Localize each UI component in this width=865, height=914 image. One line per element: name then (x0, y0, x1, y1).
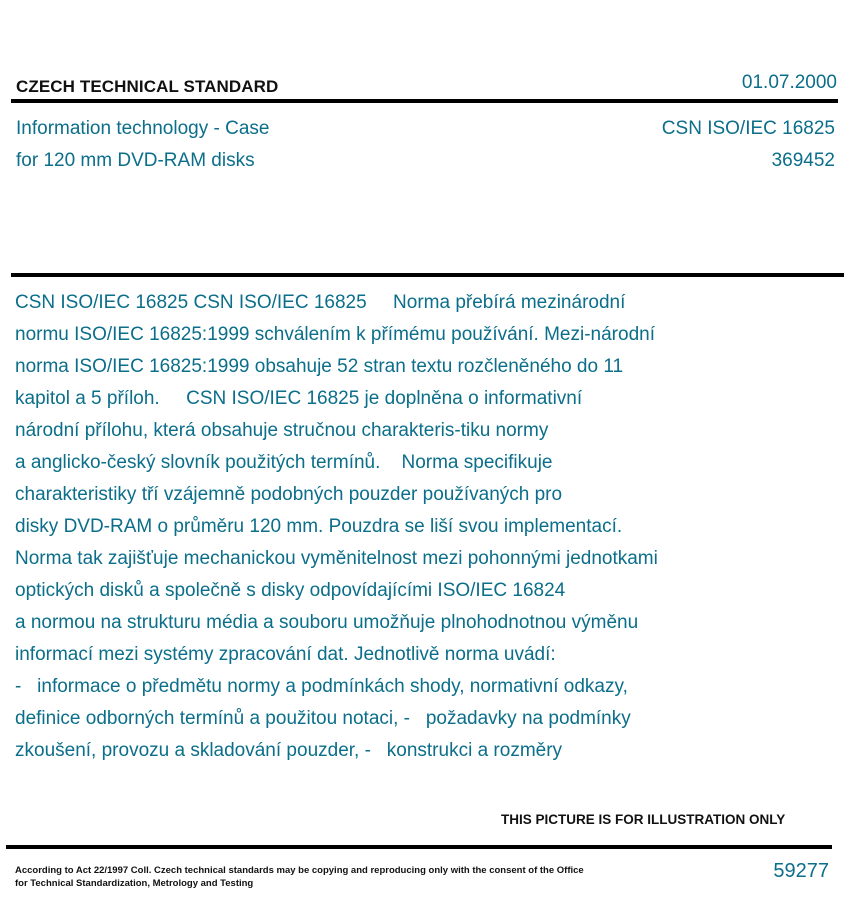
body-line: kapitol a 5 příloh. CSN ISO/IEC 16825 je doplněna o informativní (15, 388, 583, 409)
body-line: normu ISO/IEC 16825:1999 schválením k přímému používání. Mezi-národní (15, 324, 655, 345)
document-number: 59277 (773, 860, 829, 882)
legal-line-2: for Technical Standardization, Metrology and Testing (15, 878, 254, 889)
publication-date: 01.07.2000 (741, 72, 837, 93)
standard-code: CSN ISO/IEC 16825 (661, 118, 835, 139)
legal-line-1: According to Act 22/1997 Coll. Czech technical standards may be copying and reproducing only with the consent of the Office (15, 865, 584, 876)
body-line: norma ISO/IEC 16825:1999 obsahuje 52 stran textu rozčleněného do 11 (15, 356, 624, 377)
body-line: a normou na strukturu média a souboru umožňuje plnohodnotnou výměnu (15, 612, 639, 633)
catalog-number: 369452 (771, 150, 835, 171)
legal-notice (15, 864, 584, 890)
body-line: - informace o předmětu normy a podmínkách shody, normativní odkazy, (15, 676, 628, 697)
body-line: CSN ISO/IEC 16825 CSN ISO/IEC 16825 Norma přebírá mezinárodní (15, 292, 626, 313)
illustration-notice: THIS PICTURE IS FOR ILLUSTRATION ONLY (501, 812, 786, 827)
body-line: optických disků a společně s disky odpovídajícími ISO/IEC 16824 (15, 580, 566, 601)
header-divider (11, 99, 838, 103)
organization-heading: CZECH TECHNICAL STANDARD (16, 77, 279, 96)
body-line: Norma tak zajišťuje mechanickou vyměnitelnost mezi pohonnými jednotkami (15, 548, 658, 569)
standard-title-line-1: Information technology - Case (16, 118, 270, 139)
section-divider (11, 273, 844, 277)
standard-description (15, 287, 775, 767)
body-line: národní přílohu, která obsahuje stručnou charakteris-tiku normy (15, 420, 549, 441)
standard-title-line-2: for 120 mm DVD-RAM disks (16, 150, 255, 171)
body-line: definice odborných termínů a použitou notaci, - požadavky na podmínky (15, 708, 631, 729)
body-line: informací mezi systémy zpracování dat. Jednotlivě norma uvádí: (15, 644, 556, 665)
body-line: disky DVD-RAM o průměru 120 mm. Pouzdra se liší svou implementací. (15, 516, 623, 537)
body-line: charakteristiky tří vzájemně podobných pouzder používaných pro (15, 484, 563, 505)
body-line: a anglicko-český slovník použitých termínů. Norma specifikuje (15, 452, 553, 473)
body-line: zkoušení, provozu a skladování pouzder, - konstrukci a rozměry (15, 740, 563, 761)
footer-divider (6, 845, 832, 849)
